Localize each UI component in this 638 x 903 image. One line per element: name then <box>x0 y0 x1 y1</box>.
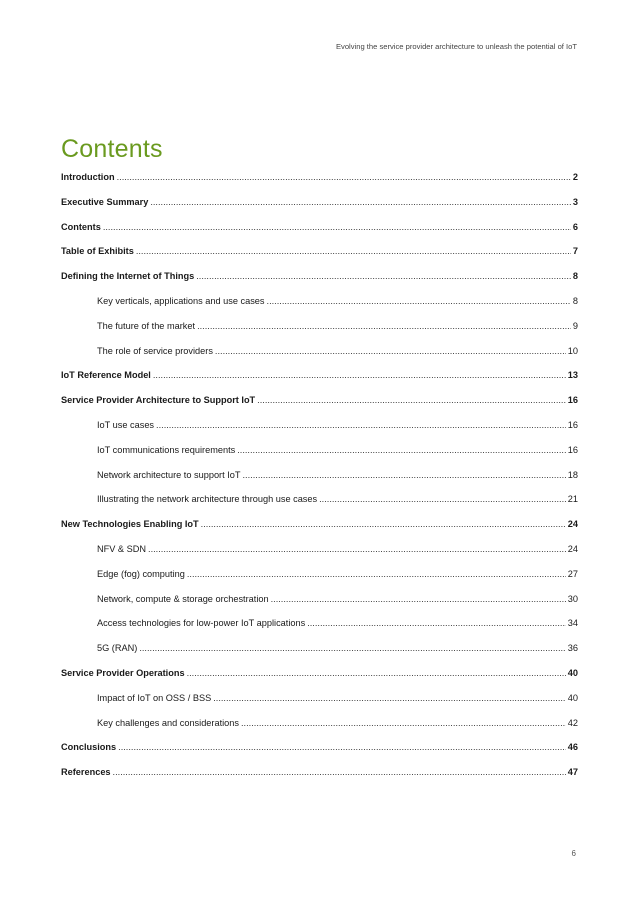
toc-entry-label: Defining the Internet of Things <box>61 271 195 282</box>
toc-dot-leader <box>201 519 566 529</box>
toc-entry-label: New Technologies Enabling IoT <box>61 519 199 530</box>
toc-entry-page: 7 <box>572 246 578 257</box>
toc-entry-page: 24 <box>567 519 578 530</box>
toc-dot-leader <box>136 246 571 256</box>
toc-entry[interactable] <box>61 494 578 519</box>
toc-entry-page: 36 <box>567 643 578 654</box>
toc-entry-label: Network architecture to support IoT <box>97 469 241 480</box>
toc-entry-page: 16 <box>567 419 578 430</box>
toc-entry[interactable] <box>61 420 578 445</box>
toc-entry-label: IoT Reference Model <box>61 370 151 381</box>
toc-entry[interactable] <box>61 445 578 470</box>
toc-dot-leader <box>139 643 565 653</box>
toc-entry-label: Network, compute & storage orchestration <box>97 593 269 604</box>
toc-entry[interactable] <box>61 643 578 668</box>
toc-entry-page: 16 <box>567 444 578 455</box>
toc-entry[interactable] <box>61 668 578 693</box>
toc-entry-page: 8 <box>572 271 578 282</box>
toc-dot-leader <box>243 470 566 480</box>
toc-dot-leader <box>150 197 571 207</box>
toc-entry[interactable] <box>61 718 578 743</box>
toc-entry-page: 24 <box>567 543 578 554</box>
toc-dot-leader <box>118 742 566 752</box>
toc-dot-leader <box>267 296 571 306</box>
toc-entry[interactable] <box>61 519 578 544</box>
toc-entry[interactable] <box>61 296 578 321</box>
toc-entry-label: Edge (fog) computing <box>97 568 185 579</box>
toc-entry-label: Key challenges and considerations <box>97 717 239 728</box>
toc-entry-label: Key verticals, applications and use cases <box>97 295 265 306</box>
toc-entry-page: 30 <box>567 593 578 604</box>
toc-dot-leader <box>319 494 566 504</box>
toc-entry[interactable] <box>61 271 578 296</box>
toc-entry-page: 27 <box>567 568 578 579</box>
toc-dot-leader <box>187 569 566 579</box>
toc-entry[interactable] <box>61 197 578 222</box>
toc-dot-leader <box>187 668 566 678</box>
toc-entry[interactable] <box>61 544 578 569</box>
page-title: Contents <box>61 134 163 163</box>
page-number: 6 <box>571 849 576 858</box>
toc-entry-page: 34 <box>567 618 578 629</box>
toc-entry-label: The future of the market <box>97 320 196 331</box>
toc-entry[interactable] <box>61 321 578 346</box>
toc-dot-leader <box>197 321 571 331</box>
toc-entry-label: References <box>61 767 111 778</box>
toc-entry[interactable] <box>61 594 578 619</box>
toc-entry[interactable] <box>61 470 578 495</box>
toc-dot-leader <box>213 693 566 703</box>
toc-entry-label: IoT communications requirements <box>97 444 236 455</box>
toc-entry-page: 42 <box>567 717 578 728</box>
toc-dot-leader <box>307 618 566 628</box>
toc-dot-leader <box>156 420 566 430</box>
toc-dot-leader <box>113 767 566 777</box>
toc-entry-label: NFV & SDN <box>97 543 147 554</box>
toc-entry-label: Illustrating the network architecture through use cases <box>97 494 318 505</box>
toc-entry-page: 9 <box>572 320 578 331</box>
running-header: Evolving the service provider architecture to unleash the potential of IoT <box>335 42 577 51</box>
toc-entry-page: 40 <box>567 667 578 678</box>
toc-entry[interactable] <box>61 246 578 271</box>
toc-entry-page: 16 <box>567 395 578 406</box>
toc-entry-page: 2 <box>572 172 578 182</box>
toc-entry-label: Introduction <box>61 172 115 182</box>
toc-entry-page: 8 <box>572 295 578 306</box>
toc-entry-page: 47 <box>567 767 578 778</box>
toc-entry-label: Contents <box>61 221 101 232</box>
toc-entry-label: Access technologies for low-power IoT applications <box>97 618 306 629</box>
toc-entry-label: Table of Exhibits <box>61 246 134 257</box>
toc-entry[interactable] <box>61 742 578 767</box>
toc-dot-leader <box>215 346 566 356</box>
toc-entry-label: IoT use cases <box>97 419 155 430</box>
toc-entry[interactable] <box>61 395 578 420</box>
toc-dot-leader <box>153 370 566 380</box>
toc-entry-page: 46 <box>567 742 578 753</box>
toc-entry[interactable] <box>61 767 578 792</box>
toc-entry[interactable] <box>61 346 578 371</box>
toc-entry[interactable] <box>61 370 578 395</box>
toc-dot-leader <box>148 544 566 554</box>
table-of-contents <box>61 172 578 792</box>
toc-entry[interactable] <box>61 618 578 643</box>
toc-entry-label: The role of service providers <box>97 345 213 356</box>
toc-entry-label: 5G (RAN) <box>97 643 138 654</box>
toc-entry-label: Impact of IoT on OSS / BSS <box>97 692 212 703</box>
toc-dot-leader <box>103 222 571 232</box>
toc-entry-page: 10 <box>567 345 578 356</box>
toc-dot-leader <box>257 395 566 405</box>
toc-entry[interactable] <box>61 569 578 594</box>
toc-entry-label: Conclusions <box>61 742 117 753</box>
toc-entry-page: 21 <box>567 494 578 505</box>
toc-entry-page: 18 <box>567 469 578 480</box>
toc-entry-page: 13 <box>567 370 578 381</box>
toc-dot-leader <box>271 594 566 604</box>
toc-entry-label: Service Provider Architecture to Support IoT <box>61 395 256 406</box>
toc-entry-page: 6 <box>572 221 578 232</box>
toc-entry-label: Service Provider Operations <box>61 667 185 678</box>
toc-entry[interactable] <box>61 222 578 247</box>
toc-dot-leader <box>196 271 571 281</box>
toc-entry-label: Executive Summary <box>61 196 149 207</box>
toc-dot-leader <box>241 718 566 728</box>
toc-entry-page: 3 <box>572 196 578 207</box>
toc-entry[interactable] <box>61 693 578 718</box>
toc-entry[interactable] <box>61 172 578 197</box>
toc-entry-page: 40 <box>567 692 578 703</box>
toc-dot-leader <box>237 445 566 455</box>
toc-dot-leader <box>117 172 571 182</box>
